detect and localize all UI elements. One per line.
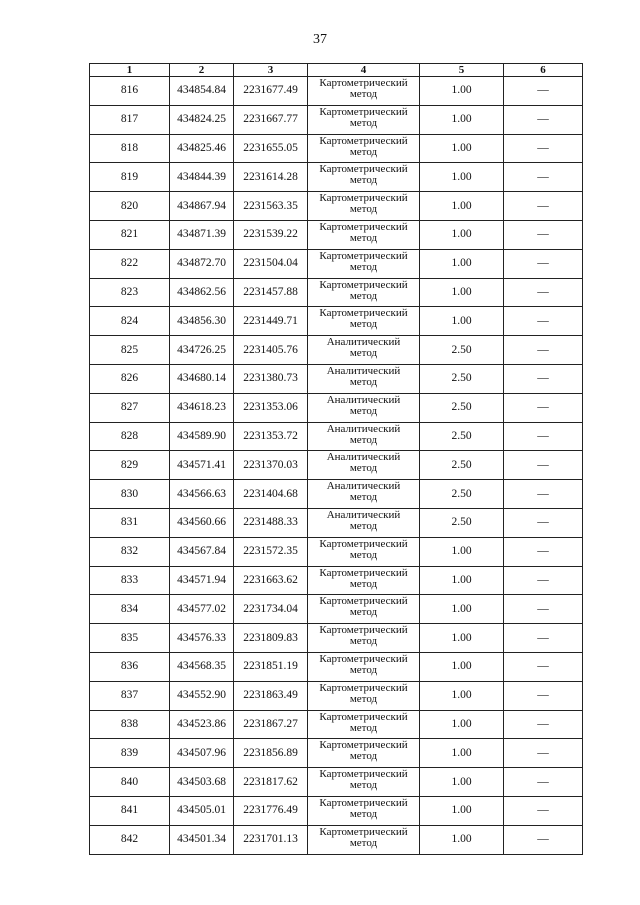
x-coordinate-cell: 434560.66	[170, 508, 234, 537]
method-name: Картометрический	[319, 134, 408, 147]
method-suffix: метод	[349, 375, 378, 388]
note-cell	[504, 566, 583, 595]
method-suffix: метод	[349, 836, 378, 849]
y-coordinate-cell: 2231863.49	[234, 681, 308, 710]
note-cell	[504, 105, 583, 134]
note-cell	[504, 796, 583, 825]
point-number-cell: 825	[90, 336, 170, 365]
point-number-cell: 822	[90, 249, 170, 278]
table-row	[90, 249, 583, 278]
method-suffix: метод	[349, 577, 378, 590]
method-name: Картометрический	[319, 77, 408, 89]
x-coordinate-cell: 434523.86	[170, 710, 234, 739]
note-cell	[504, 307, 583, 336]
method-suffix: метод	[349, 692, 378, 705]
point-number-cell: 838	[90, 710, 170, 739]
y-coordinate-cell: 2231380.73	[234, 364, 308, 393]
point-number-cell: 826	[90, 364, 170, 393]
note-dash: —	[537, 631, 549, 644]
note-dash: —	[537, 84, 549, 97]
y-coordinate-cell: 2231701.13	[234, 825, 308, 854]
y-coordinate-cell: 2231734.04	[234, 595, 308, 624]
method-suffix: метод	[349, 807, 378, 820]
method-suffix: метод	[349, 635, 378, 648]
point-number-cell: 829	[90, 451, 170, 480]
note-cell	[504, 710, 583, 739]
note-dash: —	[537, 487, 549, 500]
y-coordinate-cell: 2231405.76	[234, 336, 308, 365]
method-cell	[308, 307, 420, 336]
method-cell	[308, 393, 420, 422]
column-header: 5	[420, 64, 504, 77]
method-cell	[308, 105, 420, 134]
table-row	[90, 739, 583, 768]
accuracy-cell: 2.50	[420, 508, 504, 537]
accuracy-cell: 2.50	[420, 393, 504, 422]
y-coordinate-cell: 2231776.49	[234, 796, 308, 825]
method-name: Картометрический	[319, 710, 408, 723]
table-body	[90, 77, 583, 855]
method-cell	[308, 134, 420, 163]
x-coordinate-cell: 434871.39	[170, 220, 234, 249]
accuracy-cell: 1.00	[420, 768, 504, 797]
point-number-cell: 817	[90, 105, 170, 134]
method-suffix: метод	[349, 174, 378, 187]
note-cell	[504, 249, 583, 278]
point-number-cell: 818	[90, 134, 170, 163]
method-cell	[308, 652, 420, 681]
method-name: Картометрический	[319, 163, 408, 176]
y-coordinate-cell: 2231817.62	[234, 768, 308, 797]
method-name: Картометрический	[319, 105, 408, 118]
method-name: Аналитический	[326, 480, 401, 493]
method-suffix: метод	[349, 462, 378, 475]
method-name: Картометрический	[319, 566, 408, 579]
x-coordinate-cell: 434872.70	[170, 249, 234, 278]
column-header: 6	[504, 64, 583, 77]
note-dash: —	[537, 573, 549, 586]
method-name: Аналитический	[326, 393, 401, 406]
note-cell	[504, 768, 583, 797]
note-dash: —	[537, 429, 549, 442]
accuracy-cell: 1.00	[420, 249, 504, 278]
method-name: Картометрический	[319, 307, 408, 320]
table-row	[90, 163, 583, 192]
method-suffix: метод	[349, 231, 378, 244]
table-row	[90, 710, 583, 739]
x-coordinate-cell: 434577.02	[170, 595, 234, 624]
x-coordinate-cell: 434571.41	[170, 451, 234, 480]
note-dash: —	[537, 314, 549, 327]
point-number-cell: 842	[90, 825, 170, 854]
coordinates-table	[89, 63, 583, 855]
note-dash: —	[537, 602, 549, 615]
note-cell	[504, 451, 583, 480]
method-cell	[308, 595, 420, 624]
method-cell	[308, 681, 420, 710]
method-cell	[308, 537, 420, 566]
note-cell	[504, 163, 583, 192]
x-coordinate-cell: 434825.46	[170, 134, 234, 163]
x-coordinate-cell: 434571.94	[170, 566, 234, 595]
x-coordinate-cell: 434503.68	[170, 768, 234, 797]
column-header: 1	[90, 64, 170, 77]
accuracy-cell: 1.00	[420, 796, 504, 825]
point-number-cell: 816	[90, 77, 170, 106]
y-coordinate-cell: 2231353.72	[234, 422, 308, 451]
x-coordinate-cell: 434589.90	[170, 422, 234, 451]
table-row	[90, 220, 583, 249]
point-number-cell: 839	[90, 739, 170, 768]
method-suffix: метод	[349, 433, 378, 446]
method-name: Картометрический	[319, 220, 408, 233]
point-number-cell: 840	[90, 768, 170, 797]
method-suffix: метод	[349, 548, 378, 561]
note-dash: —	[537, 285, 549, 298]
method-suffix: метод	[349, 779, 378, 792]
method-name: Картометрический	[319, 192, 408, 205]
note-cell	[504, 278, 583, 307]
y-coordinate-cell: 2231856.89	[234, 739, 308, 768]
accuracy-cell: 1.00	[420, 105, 504, 134]
note-dash: —	[537, 458, 549, 471]
accuracy-cell: 1.00	[420, 134, 504, 163]
accuracy-cell: 1.00	[420, 220, 504, 249]
method-cell	[308, 278, 420, 307]
y-coordinate-cell: 2231353.06	[234, 393, 308, 422]
point-number-cell: 835	[90, 624, 170, 653]
note-dash: —	[537, 113, 549, 126]
y-coordinate-cell: 2231563.35	[234, 192, 308, 221]
note-cell	[504, 364, 583, 393]
accuracy-cell: 1.00	[420, 163, 504, 192]
method-suffix: метод	[349, 491, 378, 504]
y-coordinate-cell: 2231404.68	[234, 480, 308, 509]
table-row	[90, 192, 583, 221]
note-cell	[504, 825, 583, 854]
method-cell	[308, 77, 420, 106]
method-name: Аналитический	[326, 451, 401, 464]
y-coordinate-cell: 2231867.27	[234, 710, 308, 739]
accuracy-cell: 2.50	[420, 422, 504, 451]
table-row	[90, 105, 583, 134]
method-cell	[308, 249, 420, 278]
note-cell	[504, 393, 583, 422]
method-name: Картометрический	[319, 624, 408, 637]
method-name: Картометрический	[319, 739, 408, 752]
note-dash: —	[537, 516, 549, 529]
accuracy-cell: 1.00	[420, 681, 504, 710]
method-suffix: метод	[349, 88, 378, 100]
point-number-cell: 820	[90, 192, 170, 221]
x-coordinate-cell: 434576.33	[170, 624, 234, 653]
x-coordinate-cell: 434567.84	[170, 537, 234, 566]
method-name: Картометрический	[319, 825, 408, 838]
point-number-cell: 821	[90, 220, 170, 249]
note-cell	[504, 192, 583, 221]
method-cell	[308, 508, 420, 537]
accuracy-cell: 1.00	[420, 739, 504, 768]
y-coordinate-cell: 2231677.49	[234, 77, 308, 106]
note-cell	[504, 595, 583, 624]
method-suffix: метод	[349, 404, 378, 417]
x-coordinate-cell: 434680.14	[170, 364, 234, 393]
method-cell	[308, 364, 420, 393]
note-cell	[504, 739, 583, 768]
note-dash: —	[537, 660, 549, 673]
method-name: Аналитический	[326, 508, 401, 521]
accuracy-cell: 2.50	[420, 480, 504, 509]
method-name: Картометрический	[319, 652, 408, 665]
column-header: 3	[234, 64, 308, 77]
note-cell	[504, 220, 583, 249]
x-coordinate-cell: 434824.25	[170, 105, 234, 134]
method-suffix: метод	[349, 289, 378, 302]
method-suffix: метод	[349, 145, 378, 158]
accuracy-cell: 2.50	[420, 364, 504, 393]
note-dash: —	[537, 689, 549, 702]
accuracy-cell: 1.00	[420, 77, 504, 106]
y-coordinate-cell: 2231457.88	[234, 278, 308, 307]
method-cell	[308, 825, 420, 854]
method-name: Картометрический	[319, 768, 408, 781]
point-number-cell: 823	[90, 278, 170, 307]
y-coordinate-cell: 2231663.62	[234, 566, 308, 595]
page-number: 37	[313, 32, 327, 47]
method-suffix: метод	[349, 116, 378, 129]
point-number-cell: 827	[90, 393, 170, 422]
x-coordinate-cell: 434568.35	[170, 652, 234, 681]
x-coordinate-cell: 434566.63	[170, 480, 234, 509]
note-dash: —	[537, 199, 549, 212]
note-dash: —	[537, 170, 549, 183]
method-name: Аналитический	[326, 364, 401, 377]
method-cell	[308, 796, 420, 825]
method-cell	[308, 480, 420, 509]
note-cell	[504, 77, 583, 106]
table-row	[90, 681, 583, 710]
point-number-cell: 824	[90, 307, 170, 336]
method-cell	[308, 768, 420, 797]
note-cell	[504, 508, 583, 537]
y-coordinate-cell: 2231370.03	[234, 451, 308, 480]
accuracy-cell: 1.00	[420, 710, 504, 739]
point-number-cell: 819	[90, 163, 170, 192]
note-dash: —	[537, 343, 549, 356]
method-suffix: метод	[349, 260, 378, 273]
method-cell	[308, 163, 420, 192]
point-number-cell: 832	[90, 537, 170, 566]
y-coordinate-cell: 2231449.71	[234, 307, 308, 336]
y-coordinate-cell: 2231851.19	[234, 652, 308, 681]
method-cell	[308, 422, 420, 451]
note-cell	[504, 681, 583, 710]
x-coordinate-cell: 434854.84	[170, 77, 234, 106]
accuracy-cell: 1.00	[420, 278, 504, 307]
method-suffix: метод	[349, 663, 378, 676]
note-dash: —	[537, 257, 549, 270]
x-coordinate-cell: 434552.90	[170, 681, 234, 710]
accuracy-cell: 1.00	[420, 307, 504, 336]
method-suffix: метод	[349, 721, 378, 734]
table-row	[90, 393, 583, 422]
note-dash: —	[537, 228, 549, 241]
table-row	[90, 364, 583, 393]
table-row	[90, 336, 583, 365]
y-coordinate-cell: 2231809.83	[234, 624, 308, 653]
x-coordinate-cell: 434505.01	[170, 796, 234, 825]
x-coordinate-cell: 434501.34	[170, 825, 234, 854]
table-row	[90, 451, 583, 480]
method-cell	[308, 451, 420, 480]
method-cell	[308, 624, 420, 653]
note-dash: —	[537, 775, 549, 788]
accuracy-cell: 2.50	[420, 336, 504, 365]
point-number-cell: 833	[90, 566, 170, 595]
note-dash: —	[537, 141, 549, 154]
note-cell	[504, 537, 583, 566]
method-suffix: метод	[349, 318, 378, 331]
x-coordinate-cell: 434507.96	[170, 739, 234, 768]
table-row	[90, 278, 583, 307]
point-number-cell: 828	[90, 422, 170, 451]
x-coordinate-cell: 434726.25	[170, 336, 234, 365]
table-row	[90, 768, 583, 797]
x-coordinate-cell: 434867.94	[170, 192, 234, 221]
note-cell	[504, 422, 583, 451]
accuracy-cell: 1.00	[420, 595, 504, 624]
accuracy-cell: 1.00	[420, 825, 504, 854]
table-row	[90, 796, 583, 825]
method-suffix: метод	[349, 750, 378, 763]
accuracy-cell: 1.00	[420, 652, 504, 681]
method-name: Картометрический	[319, 249, 408, 262]
x-coordinate-cell: 434618.23	[170, 393, 234, 422]
method-name: Аналитический	[326, 422, 401, 435]
table-row	[90, 134, 583, 163]
note-dash: —	[537, 372, 549, 385]
table-header-row	[90, 64, 583, 77]
point-number-cell: 836	[90, 652, 170, 681]
method-cell	[308, 710, 420, 739]
table-row	[90, 508, 583, 537]
note-dash: —	[537, 833, 549, 846]
point-number-cell: 841	[90, 796, 170, 825]
note-dash: —	[537, 545, 549, 558]
method-name: Картометрический	[319, 537, 408, 550]
x-coordinate-cell: 434844.39	[170, 163, 234, 192]
table-row	[90, 307, 583, 336]
method-suffix: метод	[349, 519, 378, 532]
accuracy-cell: 1.00	[420, 566, 504, 595]
note-cell	[504, 134, 583, 163]
note-cell	[504, 652, 583, 681]
y-coordinate-cell: 2231614.28	[234, 163, 308, 192]
table-row	[90, 537, 583, 566]
y-coordinate-cell: 2231488.33	[234, 508, 308, 537]
method-name: Картометрический	[319, 796, 408, 809]
y-coordinate-cell: 2231655.05	[234, 134, 308, 163]
method-name: Картометрический	[319, 681, 408, 694]
accuracy-cell: 1.00	[420, 537, 504, 566]
note-dash: —	[537, 804, 549, 817]
y-coordinate-cell: 2231539.22	[234, 220, 308, 249]
table-row	[90, 77, 583, 106]
method-cell	[308, 192, 420, 221]
point-number-cell: 831	[90, 508, 170, 537]
method-cell	[308, 336, 420, 365]
method-cell	[308, 739, 420, 768]
note-cell	[504, 624, 583, 653]
point-number-cell: 830	[90, 480, 170, 509]
method-cell	[308, 220, 420, 249]
method-name: Картометрический	[319, 278, 408, 291]
table-row	[90, 480, 583, 509]
x-coordinate-cell: 434862.56	[170, 278, 234, 307]
note-cell	[504, 336, 583, 365]
point-number-cell: 834	[90, 595, 170, 624]
accuracy-cell: 1.00	[420, 192, 504, 221]
table-row	[90, 566, 583, 595]
column-header: 4	[308, 64, 420, 77]
method-suffix: метод	[349, 606, 378, 619]
note-dash: —	[537, 746, 549, 759]
y-coordinate-cell: 2231504.04	[234, 249, 308, 278]
note-dash: —	[537, 717, 549, 730]
accuracy-cell: 2.50	[420, 451, 504, 480]
y-coordinate-cell: 2231572.35	[234, 537, 308, 566]
note-dash: —	[537, 401, 549, 414]
method-suffix: метод	[349, 203, 378, 216]
method-cell	[308, 566, 420, 595]
x-coordinate-cell: 434856.30	[170, 307, 234, 336]
column-header: 2	[170, 64, 234, 77]
method-name: Аналитический	[326, 336, 401, 349]
note-cell	[504, 480, 583, 509]
table-row	[90, 652, 583, 681]
table-row	[90, 624, 583, 653]
point-number-cell: 837	[90, 681, 170, 710]
method-suffix: метод	[349, 347, 378, 360]
accuracy-cell: 1.00	[420, 624, 504, 653]
method-name: Картометрический	[319, 595, 408, 608]
y-coordinate-cell: 2231667.77	[234, 105, 308, 134]
table-row	[90, 595, 583, 624]
table-row	[90, 825, 583, 854]
table-row	[90, 422, 583, 451]
